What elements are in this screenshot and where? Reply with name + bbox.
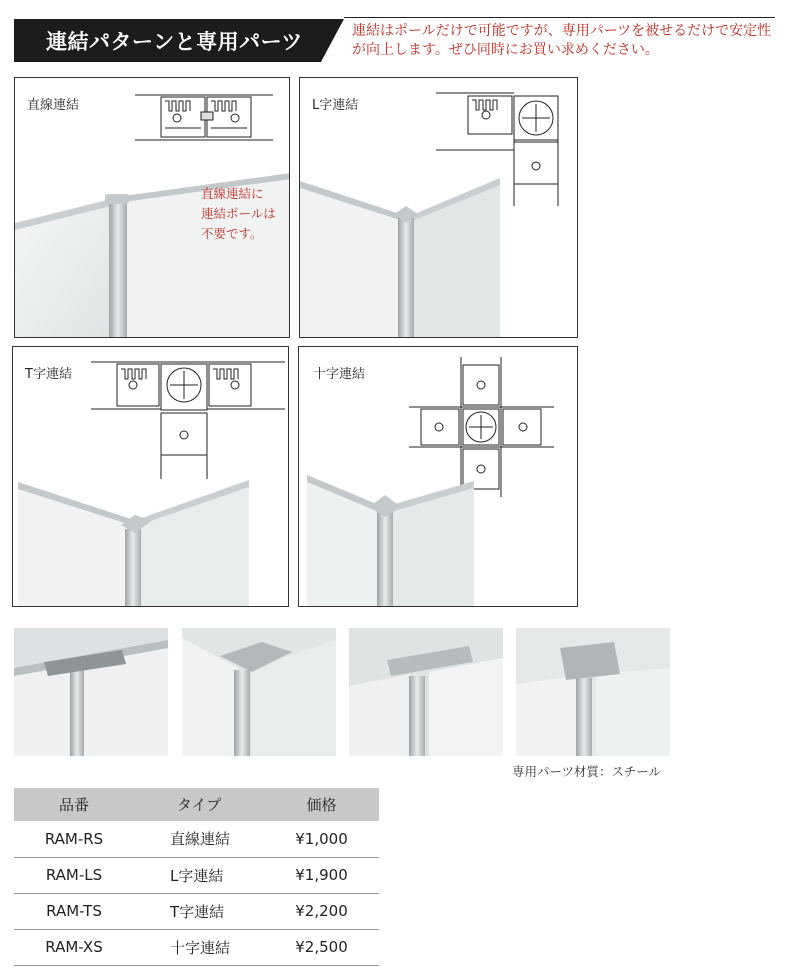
col-header-type: タイプ xyxy=(134,788,264,821)
panel-t-label: T字連結 xyxy=(25,367,72,382)
cell-price: ¥1,900 xyxy=(264,857,379,893)
t-cross-section xyxy=(91,362,285,479)
price-table xyxy=(14,788,379,966)
cell-type: L字連結 xyxy=(134,857,264,893)
t-illustration xyxy=(13,347,289,607)
table-row xyxy=(14,929,379,965)
cross-cross-section xyxy=(409,357,554,497)
photo-t-part xyxy=(349,628,503,756)
cell-type: T字連結 xyxy=(134,893,264,929)
header-note: 連結はポールだけで可能ですが、専用パーツを被せるだけで安定性が向上します。ぜひ同時にお買い求めください。 xyxy=(352,23,772,58)
table-header-row xyxy=(14,788,379,821)
panel-cross xyxy=(298,346,578,607)
cell-type: 直線連結 xyxy=(134,821,264,857)
cell-price: ¥2,500 xyxy=(264,929,379,965)
header-divider xyxy=(344,17,775,18)
table-row xyxy=(14,821,379,857)
cross-illustration xyxy=(299,347,578,607)
photo-straight-part xyxy=(14,628,168,756)
straight-note xyxy=(201,184,276,244)
photo-l-part xyxy=(182,628,336,756)
cell-type: 十字連結 xyxy=(134,929,264,965)
table-row xyxy=(14,893,379,929)
page-title: 連結パターンと専用パーツ xyxy=(46,30,303,54)
col-header-code: 品番 xyxy=(14,788,134,821)
panel-l-label: L字連結 xyxy=(312,98,359,113)
cell-code: RAM-XS xyxy=(14,929,134,965)
straight-note-line: 連結ポールは xyxy=(201,206,276,221)
material-note: 専用パーツ材質：スチール xyxy=(512,764,662,779)
cell-code: RAM-LS xyxy=(14,857,134,893)
cell-code: RAM-TS xyxy=(14,893,134,929)
photo-cross-part xyxy=(516,628,670,756)
panel-cross-label: 十字連結 xyxy=(313,367,366,382)
panel-t xyxy=(12,346,289,607)
straight-cross-section xyxy=(135,95,273,140)
col-header-price: 価格 xyxy=(264,788,379,821)
table-row xyxy=(14,857,379,893)
straight-note-line: 不要です。 xyxy=(201,226,263,241)
panel-straight xyxy=(14,77,290,338)
cell-code: RAM-RS xyxy=(14,821,134,857)
panel-straight-label: 直線連結 xyxy=(27,98,80,113)
straight-note-line: 直線連結に xyxy=(201,186,264,201)
cell-price: ¥1,000 xyxy=(264,821,379,857)
panel-l xyxy=(299,77,578,338)
l-illustration xyxy=(300,78,578,338)
cell-price: ¥2,200 xyxy=(264,893,379,929)
